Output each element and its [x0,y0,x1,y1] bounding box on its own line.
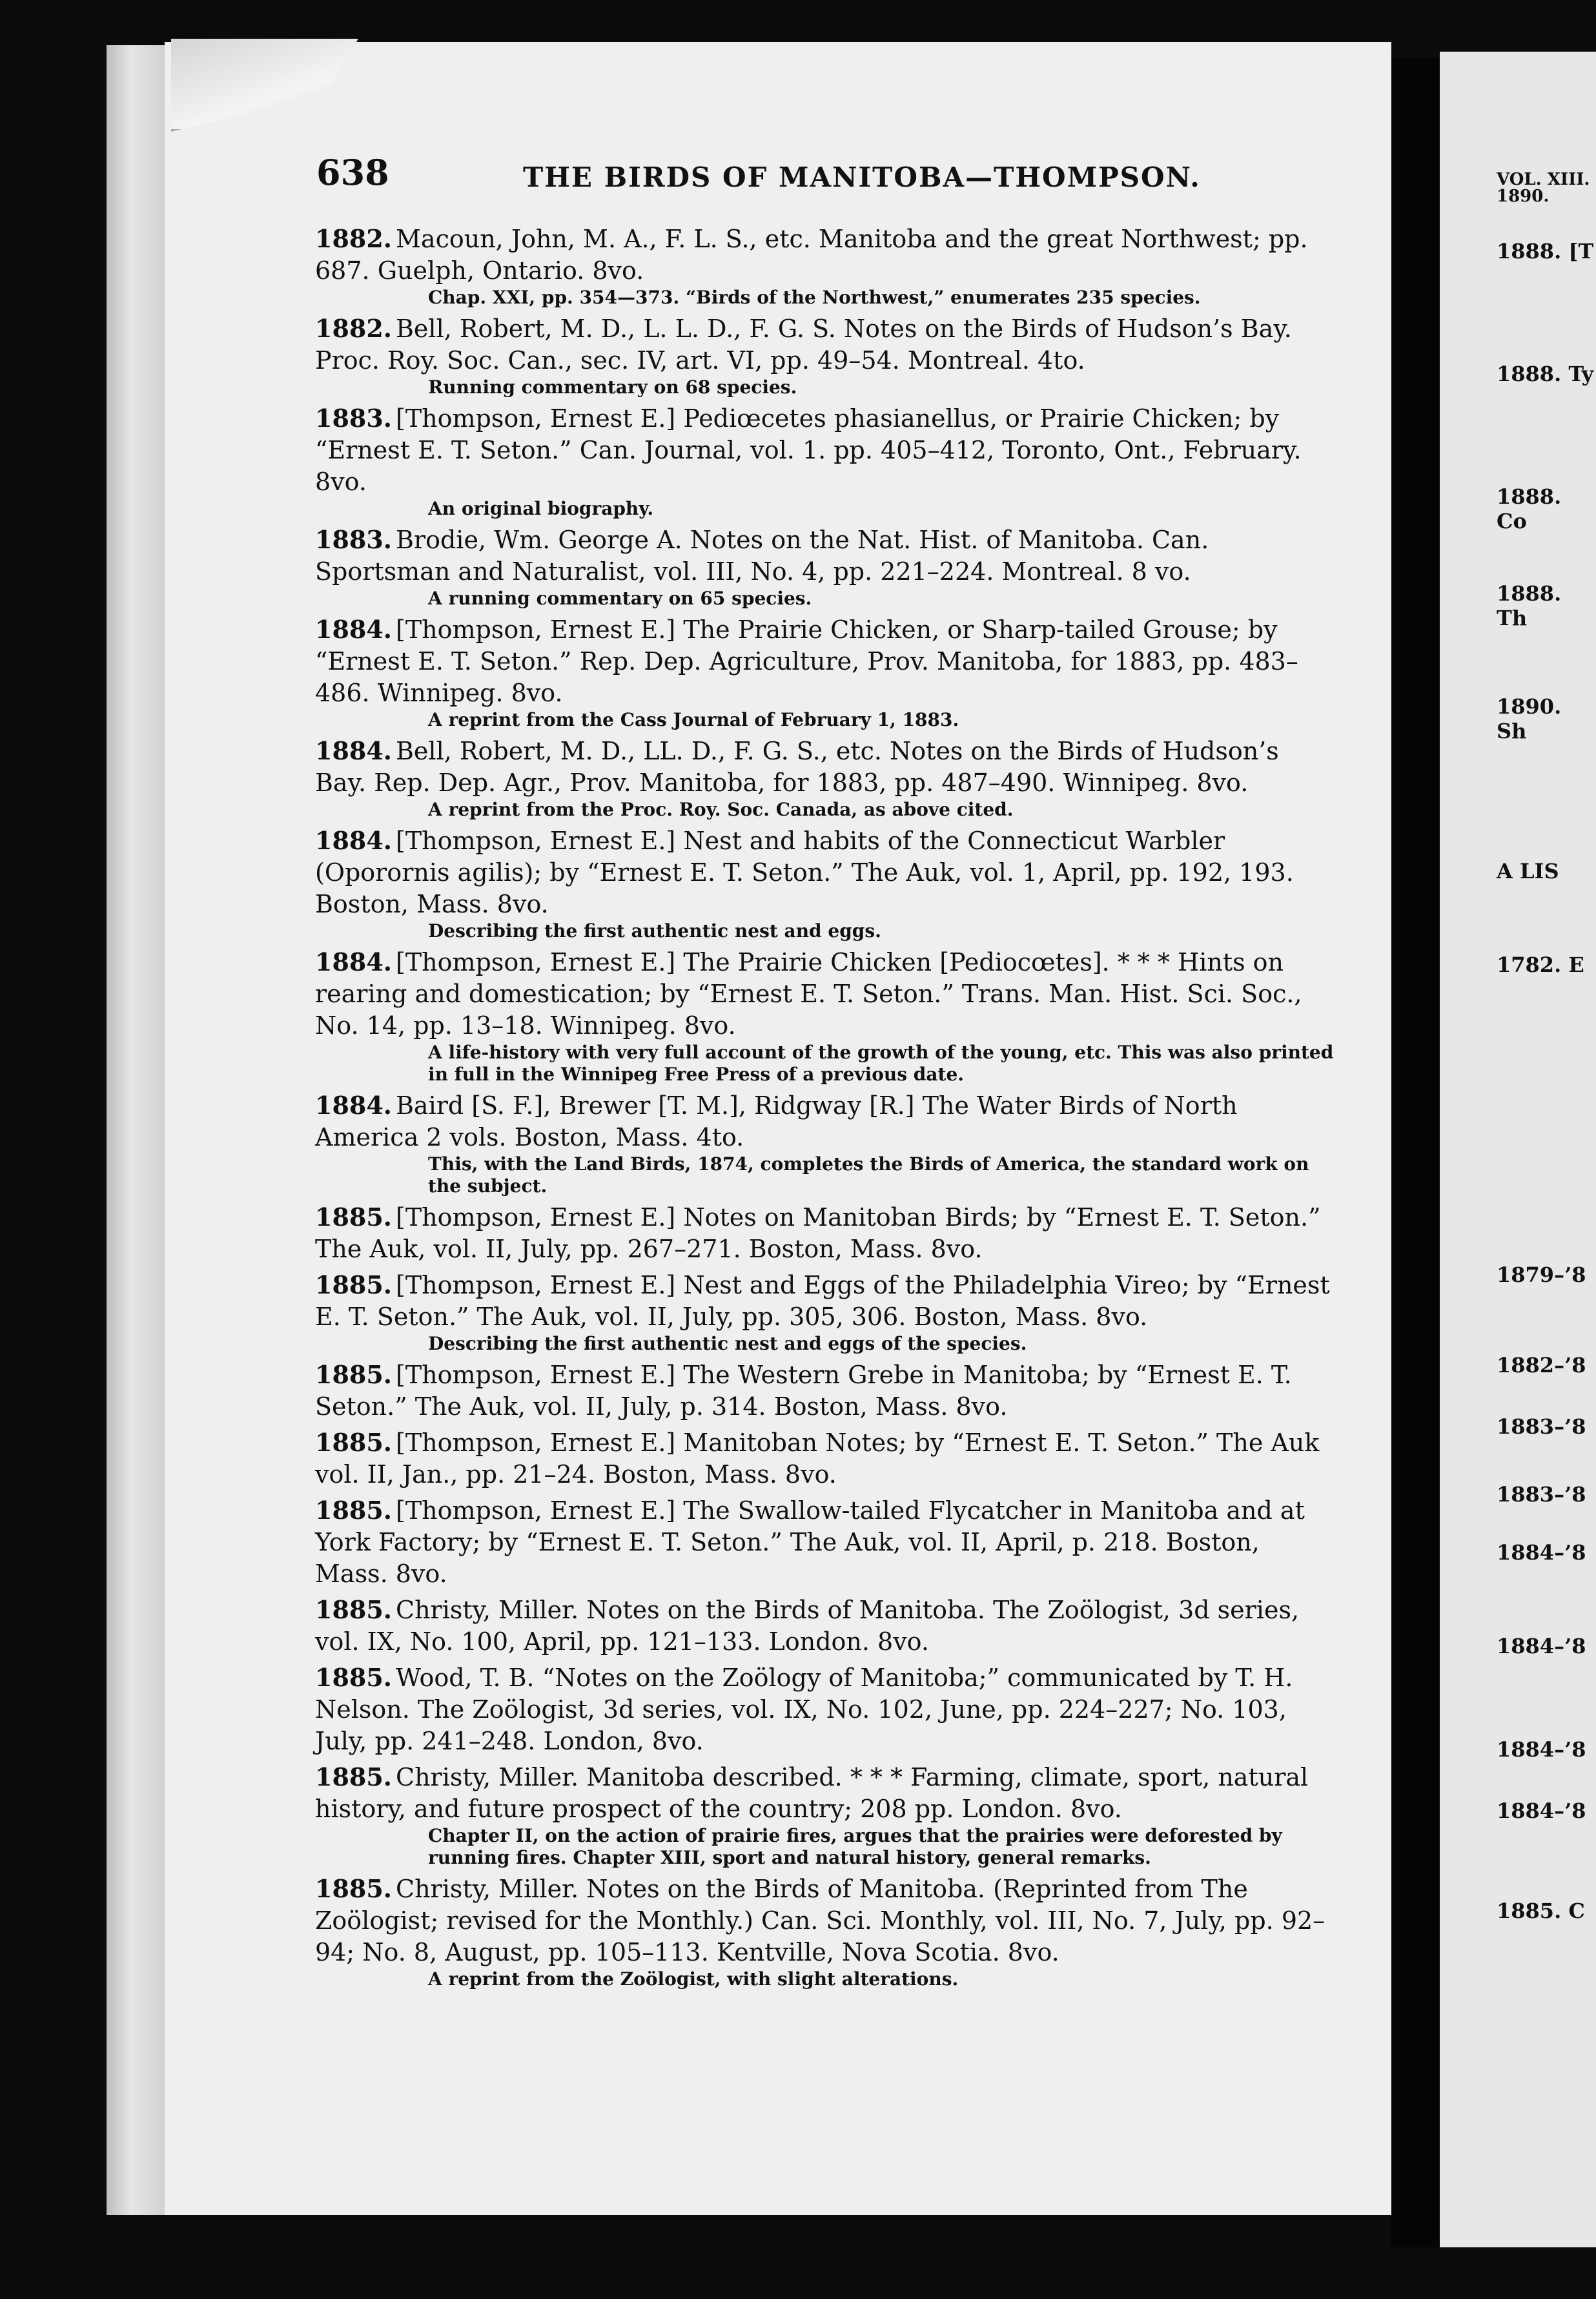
entry-year: 1882. [315,224,392,253]
bibliography-entry [315,946,1335,1086]
entry-citation: [Thompson, Ernest E.] The Swallow-tailed Flycatcher in Manitoba and at York Factory; by “Ernest E. T. Seton.” The Auk, vol. II, April, p. 218. Boston, Mass. 8vo. [315,1496,1305,1588]
bibliography-entry [315,825,1335,942]
bibliography-entry [315,735,1335,821]
facing-page-label: 1884–’8 [1497,1799,1586,1823]
facing-page-label: 1888. Th [1497,581,1562,630]
entry-citation: [Thompson, Ernest E.] The Prairie Chicken [Pediocœtes]. * * * Hints on rearing and domestication; by “Ernest E. T. Seton.” Trans. Man. Hist. Sci. Soc., No. 14, pp. 13–18. Winnipeg. 8vo. [315,948,1302,1040]
bibliography-entry [315,1427,1335,1490]
entry-text [315,1089,1335,1153]
entry-year: 1885. [315,1663,392,1692]
entry-citation: [Thompson, Ernest E.] The Prairie Chicken, or Sharp-tailed Grouse; by “Ernest E. T. Seton.” Rep. Dep. Agriculture, Prov. Manitoba, for 1883, pp. 483–486. Winnipeg. 8vo. [315,615,1298,707]
running-head: THE BIRDS OF MANITOBA—THOMPSON. [523,161,1201,193]
facing-page-label: 1883–’8 [1497,1482,1586,1507]
bibliography-entry [315,1494,1335,1590]
entry-citation: [Thompson, Ernest E.] Nest and Eggs of the Philadelphia Vireo; by “Ernest E. T. Seton.” The Auk, vol. II, July, pp. 305, 306. Boston, Mass. 8vo. [315,1271,1330,1331]
entry-year: 1883. [315,404,392,433]
entry-year: 1885. [315,1360,392,1389]
entry-note: A reprint from the Cass Journal of February 1, 1883. [428,709,959,730]
entry-citation: [Thompson, Ernest E.] The Western Grebe in Manitoba; by “Ernest E. T. Seton.” The Auk, vol. II, July, p. 314. Boston, Mass. 8vo. [315,1361,1292,1421]
facing-page-label: 1884–’8 [1497,1737,1586,1762]
entry-citation: Wood, T. B. “Notes on the Zoölogy of Manitoba;” communicated by T. H. Nelson. The Zoölogist, 3d series, vol. IX, No. 102, June, pp. 224–227; No. 103, July, pp. 241–248. London, 8vo. [315,1664,1293,1755]
entry-year: 1884. [315,947,392,976]
entry-text [315,1761,1335,1825]
facing-page-label: 1888. Ty [1497,362,1594,386]
entry-note: Chapter II, on the action of prairie fires, argues that the prairies were deforested by running fires. Chapter XIII, sport and natural history, general remarks. [428,1825,1282,1868]
page-number: 638 [316,152,389,193]
facing-page-label: 1885. C [1497,1899,1585,1923]
entry-citation: Bell, Robert, M. D., L. L. D., F. G. S. Notes on the Birds of Hudson’s Bay. Proc. Roy. Soc. Can., sec. IV, art. VI, pp. 49–54. Montreal. 4to. [315,314,1292,375]
entry-citation: [Thompson, Ernest E.] Pediœcetes phasianellus, or Prairie Chicken; by “Ernest E. T. Seton.” Can. Journal, vol. 1. pp. 405–412, Toronto, Ont., February. 8vo. [315,404,1302,496]
entry-note: A running commentary on 65 species. [428,588,812,609]
entry-text [315,1594,1335,1658]
entry-note: Describing the first authentic nest and eggs of the species. [428,1333,1027,1354]
entry-note: This, with the Land Birds, 1874, completes the Birds of America, the standard work on the subject. [428,1153,1309,1197]
entry-text [315,735,1335,799]
entry-year: 1884. [315,826,392,855]
entry-text [315,223,1335,287]
entry-text [315,1662,1335,1757]
entry-year: 1885. [315,1428,392,1457]
entry-text [315,1269,1335,1333]
bibliography-entry [315,402,1335,520]
entry-citation: Christy, Miller. Notes on the Birds of Manitoba. The Zoölogist, 3d series, vol. IX, No. 100, April, pp. 121–133. London. 8vo. [315,1596,1300,1656]
facing-page-label: 1888. Co [1497,484,1562,533]
entry-year: 1884. [315,1091,392,1120]
bibliography-entry [315,1873,1335,1990]
book-edge [107,45,168,2215]
bibliography-entry [315,223,1335,309]
entry-citation: [Thompson, Ernest E.] Nest and habits of the Connecticut Warbler (Oporornis agilis); by “Ernest E. T. Seton.” The Auk, vol. 1, April, pp. 192, 193. Boston, Mass. 8vo. [315,827,1294,918]
bibliography-entry [315,1359,1335,1423]
entry-year: 1884. [315,736,392,765]
entry-text [315,402,1335,498]
facing-page-label: 1884–’8 [1497,1540,1586,1565]
entry-citation: Bell, Robert, M. D., LL. D., F. G. S., etc. Notes on the Birds of Hudson’s Bay. Rep. Dep. Agr., Prov. Manitoba, for 1883, pp. 487–490. Winnipeg. 8vo. [315,737,1279,797]
entry-citation: [Thompson, Ernest E.] Notes on Manitoban Birds; by “Ernest E. T. Seton.” The Auk, vol. II, July, pp. 267–271. Boston, Mass. 8vo. [315,1203,1321,1263]
entry-citation: Christy, Miller. Notes on the Birds of Manitoba. (Reprinted from The Zoölogist; revised for the Monthly.) Can. Sci. Monthly, vol. III, No. 7, July, pp. 92–94; No. 8, August, pp. 105–113. Kentville, Nova Scotia. 8vo. [315,1875,1325,1966]
facing-page-label: A LIS [1497,859,1559,883]
facing-page-label: 1782. E [1497,953,1584,977]
entry-note: An original biography. [428,498,654,519]
bibliography-entry [315,1761,1335,1869]
facing-page-label: 1888. [T [1497,239,1594,263]
facing-page-label: 1882–’8 [1497,1353,1586,1377]
book-gutter [1391,58,1440,2247]
entry-note: A life-history with very full account of the growth of the young, etc. This was also printed in full in the Winnipeg Free Press of a previous date. [428,1042,1334,1085]
facing-page-label: 1890. Sh [1497,694,1562,743]
entry-note: A reprint from the Zoölogist, with slight alterations. [428,1968,959,1990]
facing-page-label: 1884–’8 [1497,1634,1586,1658]
bibliography-entry [315,1662,1335,1757]
facing-page-head-vol: VOL. XIII. [1497,170,1590,189]
bibliography-entry [315,1269,1335,1355]
bibliography-entry [315,1089,1335,1197]
entry-note: A reprint from the Proc. Roy. Soc. Canada, as above cited. [428,799,1014,820]
entry-text [315,1873,1335,1968]
entry-citation: Brodie, Wm. George A. Notes on the Nat. Hist. of Manitoba. Can. Sportsman and Naturalist, vol. III, No. 4, pp. 221–224. Montreal. 8 vo. [315,526,1209,586]
facing-page-label: 1883–’8 [1497,1414,1586,1439]
entry-text [315,1494,1335,1590]
entry-note: Chap. XXI, pp. 354—373. “Birds of the Northwest,” enumerates 235 species. [428,287,1201,308]
entry-year: 1885. [315,1496,392,1525]
entry-year: 1885. [315,1270,392,1299]
entry-text [315,1359,1335,1423]
entry-year: 1885. [315,1874,392,1903]
entry-text [315,1427,1335,1490]
bibliography-entry [315,1201,1335,1265]
entry-citation: Christy, Miller. Manitoba described. * * * Farming, climate, sport, natural history, and future prospect of the country; 208 pp. London. 8vo. [315,1763,1309,1823]
bibliography-list [315,223,1335,1994]
facing-page-head-year: 1890. [1497,187,1550,206]
entry-year: 1882. [315,314,392,343]
bibliography-entry [315,1594,1335,1658]
entry-text [315,825,1335,920]
entry-citation: [Thompson, Ernest E.] Manitoban Notes; by “Ernest E. T. Seton.” The Auk vol. II, Jan., pp. 21–24. Boston, Mass. 8vo. [315,1428,1320,1489]
entry-text [315,524,1335,588]
entry-text [315,1201,1335,1265]
entry-text [315,613,1335,709]
facing-page-label: 1879–’8 [1497,1263,1586,1287]
entry-text [315,313,1335,376]
entry-year: 1885. [315,1595,392,1624]
entry-text [315,946,1335,1042]
entry-year: 1885. [315,1762,392,1791]
facing-page-head [1497,171,1590,205]
entry-note: Running commentary on 68 species. [428,376,797,398]
entry-citation: Baird [S. F.], Brewer [T. M.], Ridgway [R.] The Water Birds of North America 2 vols. Boston, Mass. 4to. [315,1091,1238,1151]
entry-citation: Macoun, John, M. A., F. L. S., etc. Manitoba and the great Northwest; pp. 687. Guelph, Ontario. 8vo. [315,225,1308,285]
entry-note: Describing the first authentic nest and eggs. [428,920,881,942]
bibliography-entry [315,524,1335,610]
entry-year: 1883. [315,525,392,554]
entry-year: 1884. [315,615,392,644]
bibliography-entry [315,313,1335,398]
entry-year: 1885. [315,1202,392,1232]
bibliography-entry [315,613,1335,731]
